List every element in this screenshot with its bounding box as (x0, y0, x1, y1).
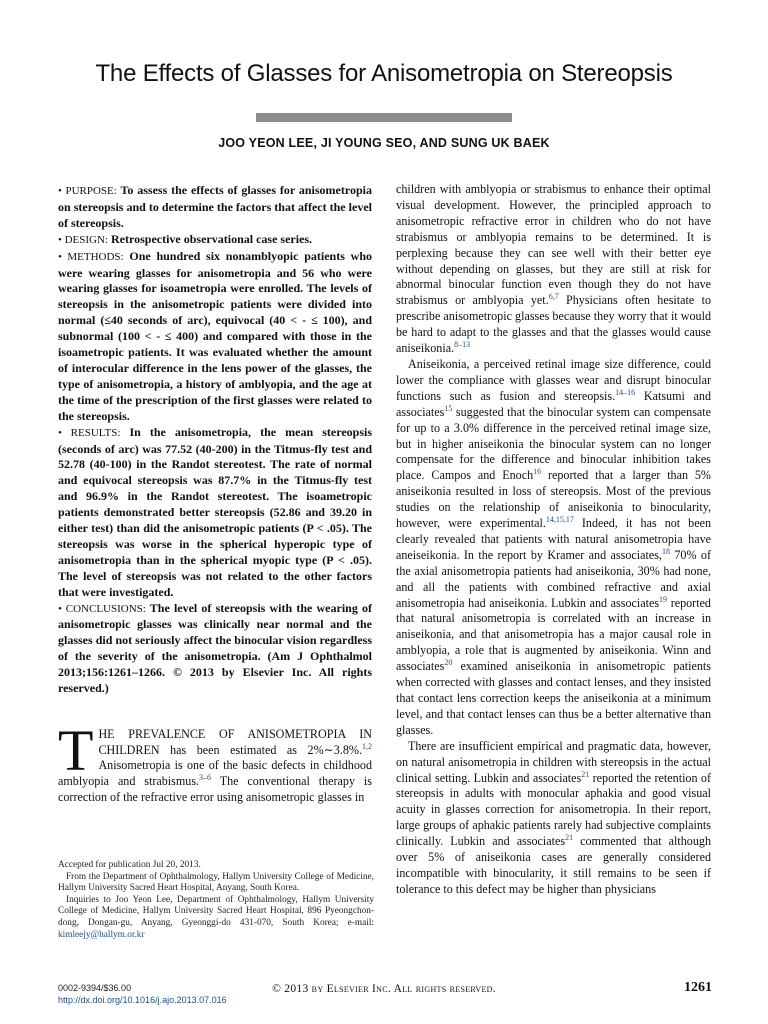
title-divider-bar (256, 113, 512, 122)
body-text: suggested that the binocular system can compensate for up to a 3.0% difference in the perceived retinal image size, but in higher aniseikonia the binocular system can no longer compensate for the difference and binocular inhibition takes place. Campos and Enoch (396, 404, 711, 483)
citation-link[interactable]: 16 (533, 467, 542, 477)
issn-price: 0002-9394/$36.00 (58, 983, 132, 993)
body-paragraph-2 (396, 357, 711, 739)
citation-link[interactable]: 3–6 (199, 773, 212, 783)
results-text: In the anisometropia, the mean stereopsis (seconds of arc) was 77.52 (40-200) in the Titmus-fly test and 52.78 (40-100) in the Randot stereotest. The rate of normal and equivocal stereopsis was 87.7% in the Titmus-fly test and 96.9% in the Randot stereotest. The isoametropic patients demonstrated better stereopsis (52.86 and 39.20 in either test) than did the anisometropic patients (P < .05). The stereopsis was worse in the spherical hyperopic type of anisometropia than in the spherical myopic type (P < .05). The level of stereopsis was not related to the other factors that were investigated. (58, 424, 372, 599)
page-number: 1261 (684, 980, 712, 995)
citation-link[interactable]: 14–16 (615, 387, 636, 397)
body-text: There are insufficient empirical and pragmatic data, however, on natural anisometropia in children with stereopsis in the actual clinical setting. Lubkin and associates (396, 738, 711, 785)
citation-link[interactable]: 21 (565, 833, 574, 843)
affiliation-note: From the Department of Ophthalmology, Hallym University College of Medicine, Hallym University Sacred Heart Hospital, Anyang, South Korea. (58, 871, 374, 894)
intro-text: Anisometropia is one of the basic defects in childhood amblyopia and strabismus. (58, 758, 372, 789)
body-text: children with amblyopia or strabismus to enhance their optimal visual development. However, the principled approach to anisometropic refractive error in children who do not have strabismus or amblyopia remains to be determined. It is perplexing because they can see well with their better eye without depending on glasses, but they are still at risk for abnormal binocular function even though they do not have strabismus or amblyopia yet. (396, 182, 711, 308)
left-column (58, 183, 372, 806)
body-text: Physicians often hesitate to prescribe anisometropic glasses because they worry that it would be hard to adapt to the glasses and that the glasses would cause aniseikonia. (396, 293, 711, 356)
article-footnotes (58, 860, 374, 941)
citation-link[interactable]: 20 (444, 658, 453, 668)
citation-link[interactable]: 8–13 (454, 340, 471, 350)
citation-link[interactable]: 15 (444, 403, 453, 413)
results-label: • RESULTS: (58, 426, 121, 439)
introduction-paragraph (58, 718, 372, 806)
design-text: Retrospective observational case series. (111, 231, 313, 246)
conclusions-text: The level of stereopsis with the wearing of anisometropic glasses was clinically near normal and the glasses did not seriously affect the binocular vision regardless of the severity of the anisometropia. (Am J Ophthalmol 2013;156:1261–1266. © 2013 by Elsevier Inc. All rights reserved.) (58, 600, 372, 696)
article-title: The Effects of Glasses for Anisometropia on Stereopsis (95, 60, 673, 87)
body-text: commented that although over 5% of aniseikonia cases are generally considered incompatible with binocularity, it still remains to be seen if tolerance to this defect may be higher than physicians (396, 834, 711, 896)
methods-label: • METHODS: (58, 250, 124, 263)
intro-text: has been estimated as 2%∼3.8%. (170, 742, 362, 757)
citation-link[interactable]: 1,2 (362, 741, 372, 751)
abstract-design (58, 232, 372, 249)
correspondence-text: Inquiries to Joo Yeon Lee, Department of Ophthalmology, Hallym University College of Medicine, Hallym University Sacred Heart Hospital, 896 Pyeongchon-dong, Dongan-gu, Anyang, Gyeonggi-do 431-070, South Korea; e-mail: (58, 894, 374, 928)
abstract (58, 183, 372, 697)
abstract-methods (58, 249, 372, 425)
body-paragraph-1 (396, 182, 711, 357)
body-text: reported that a larger than 5% aniseikonia resulted in loss of stereopsis. Most of the previous studies on the relationship of aniseikonia to binocularity, however, were experimental. (396, 468, 712, 531)
body-text: reported the retention of stereopsis in adults with monocular aphakia and good visual acuity in glasses correction for anisometropia. In their report, large groups of aphakic patients rarely had subjective complaints clinically. Lubkin and associates (396, 770, 711, 849)
purpose-text: To assess the effects of glasses for anisometropia on stereopsis and to determine the factors that affect the level of stereopsis. (58, 183, 372, 230)
body-text: examined aniseikonia in anisometropic patients when corrected with glasses and contact lenses, and they insisted that contact lens correction keeps the aniseikonia at a minimum level, and that contact lenses can thus be a better alternative than glasses. (396, 659, 711, 737)
abstract-purpose (58, 183, 372, 232)
right-column (396, 182, 711, 898)
email-link[interactable]: kimleejy@hallym.or.kr (58, 929, 145, 940)
author-list: JOO YEON LEE, JI YOUNG SEO, AND SUNG UK BAEK (218, 136, 550, 150)
citation-link[interactable]: 6,7 (548, 292, 559, 302)
accepted-date: Accepted for publication Jul 20, 2013. (58, 860, 201, 870)
abstract-conclusions (58, 601, 372, 697)
citation-link[interactable]: 21 (581, 769, 590, 779)
purpose-label: • PURPOSE: (58, 185, 117, 197)
methods-text: One hundred six nonamblyopic patients who were wearing glasses for anisometropia and 56 who were wearing glasses for isoametropia were enrolled. The levels of stereopsis in the anisometropic patients were divided into normal (≤40 seconds of arc), equivocal (40 < - ≤ 100), and subnormal (100 < - ≤ 400) and compared with those in the isoametropic patients. It was evaluated whether the amount of interocular difference in the lens power of the glasses, the type of anisometropia, a history of amblyopia, and the age at the time of the prescription of the first glasses were related to the stereopsis. (58, 248, 373, 423)
body-paragraph-3 (396, 739, 711, 898)
citation-link[interactable]: 14,15,17 (545, 515, 574, 524)
citation-link[interactable]: 19 (659, 594, 668, 604)
design-label: • DESIGN: (58, 233, 108, 246)
body-text: Aniseikonia, a perceived retinal image size difference, could lower the compliance with glasses wear and disrupt binocular functions such as fusion and stereopsis. (396, 356, 711, 403)
citation-link[interactable]: 18 (661, 546, 670, 556)
conclusions-label: • CONCLUSIONS: (58, 602, 146, 615)
intro-smallcaps: HE PREVALENCE OF ANISOMETROPIA IN CHILDREN (98, 727, 372, 757)
body-text: 70% of the axial anisometropia patients had aniseikonia, 30% had none, and all the patients with combined refractive and axial anisometropia had aniseikonia. Lubkin and associates (396, 547, 711, 610)
correspondence-note (58, 895, 374, 941)
body-text: Indeed, it has not been clearly revealed that patients with natural anisometropia have aneiseikonia. In the report by Kramer and associates, (396, 516, 711, 562)
body-text: reported that natural anisometropia is correlated with an increase in aniseikonia, and that anisometropia has a major causal role in amblyopia, a role that is augmented by aniseikonia. Winn and associates (396, 595, 711, 674)
body-text: Katsumi and associates (396, 388, 711, 419)
abstract-results (58, 425, 372, 601)
doi-link[interactable]: http://dx.doi.org/10.1016/j.ajo.2013.07.016 (58, 994, 227, 1005)
intro-text: The conventional therapy is correction of the refractive error using anisometropic glasses in (58, 774, 372, 804)
copyright-notice: © 2013 by Elsevier Inc. All rights reserved. (272, 983, 496, 995)
drop-cap: T (58, 718, 94, 783)
